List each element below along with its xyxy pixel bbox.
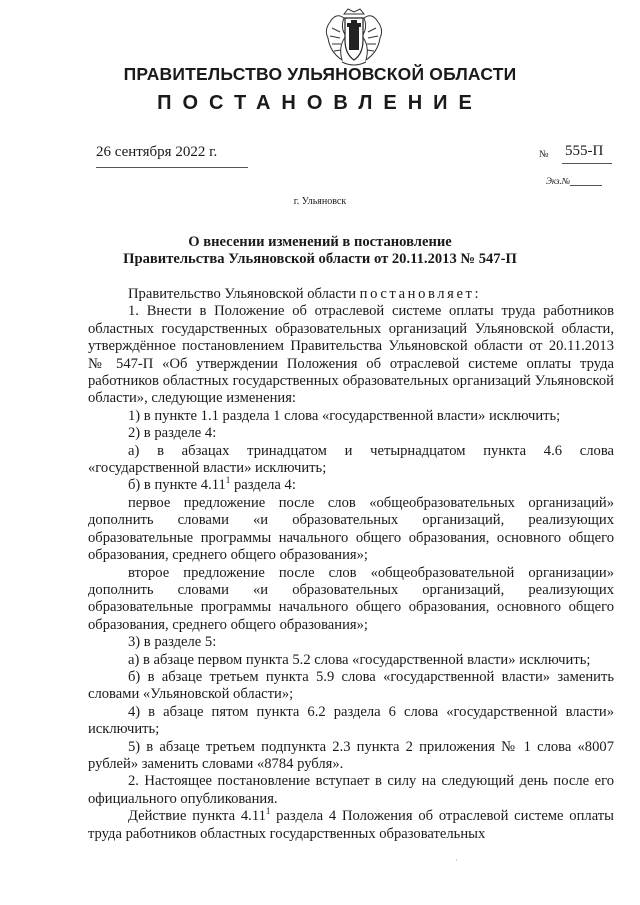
number-underline [562, 163, 612, 164]
number-label: № [539, 149, 549, 160]
paragraph: второе предложение после слов «общеобразовательной организации» дополнить словами «и образовательных организаций, реализующих образовательные программы начального общего образования, основного общего образования, среднего общего образования»; [88, 564, 614, 633]
title-line-2: Правительства Ульяновской области от 20.11.2013 № 547-П [123, 251, 517, 267]
paragraph: первое предложение после слов «общеобразовательных организаций» дополнить словами «и образовательных организаций, реализующих образовательные программы начального общего образования, основного общего образования, среднего общего образования»; [88, 494, 614, 564]
government-name: ПРАВИТЕЛЬСТВО УЛЬЯНОВСКОЙ ОБЛАСТИ [123, 64, 517, 84]
paragraph: Действие пункта 4.11$^1$ раздела 4 Положения об отраслевой системе оплаты труда работников областных государственных образовательных [88, 806, 614, 842]
city: г. Ульяновск [293, 196, 347, 207]
paragraph: 5) в абзаце третьем подпункта 2.3 пункта 2 приложения № 1 слова «8007 рублей» заменить словами «8784 рубля». [88, 738, 614, 772]
copy-number [546, 176, 602, 186]
paragraph: б) в пункте 4.11$^1$ раздела 4: [128, 475, 296, 494]
paragraph: а) в абзацах тринадцатом и четырнадцатом пункта 4.6 слова «государственной власти» исключить; [88, 442, 614, 477]
paragraph: б) в абзаце третьем пункта 5.9 слова «государственной власти» заменить словами «Ульяновской области»; [88, 668, 614, 703]
paragraph: 1) в пункте 1.1 раздела 1 слова «государственной власти» исключить; [128, 407, 561, 424]
paragraph: 2) в разделе 4: [128, 425, 217, 442]
document-number: 555-П [565, 143, 604, 159]
document-date: 26 сентября 2022 г. [96, 144, 218, 160]
scan-artifact: · [455, 856, 458, 865]
date-underline [96, 167, 248, 168]
document-type: ПОСТАНОВЛЕНИЕ [157, 92, 483, 114]
document-body [88, 286, 614, 843]
paragraph: 2. Настоящее постановление вступает в силу на следующий день после его официального опубликования. [88, 773, 614, 807]
copy-label: Экз.№ [546, 176, 571, 186]
paragraph: 1. Внести в Положение об отраслевой системе оплаты труда работников областных государственных образовательных организаций Ульяновской области, утверждённое постановлением Правительства Ульяновской области от 20.11.2013 № 547-П «Об утверждении Положения об отраслевой системе оплаты труда работников областных государственных образовательных организаций Ульяновской области», следующие изменения: [88, 303, 614, 407]
coat-of-arms-icon [320, 6, 388, 68]
paragraph: 4) в абзаце пятом пункта 6.2 раздела 6 слова «государственной власти» исключить; [88, 703, 614, 738]
document-title [88, 234, 552, 268]
paragraph: 3) в разделе 5: [128, 634, 217, 651]
title-line-1: О внесении изменений в постановление [188, 234, 452, 250]
paragraph: а) в абзаце первом пункта 5.2 слова «государственной власти» исключить; [128, 651, 591, 668]
paragraph: Правительство Ульяновской области постановляет: [128, 286, 482, 302]
copy-underline [570, 176, 602, 186]
